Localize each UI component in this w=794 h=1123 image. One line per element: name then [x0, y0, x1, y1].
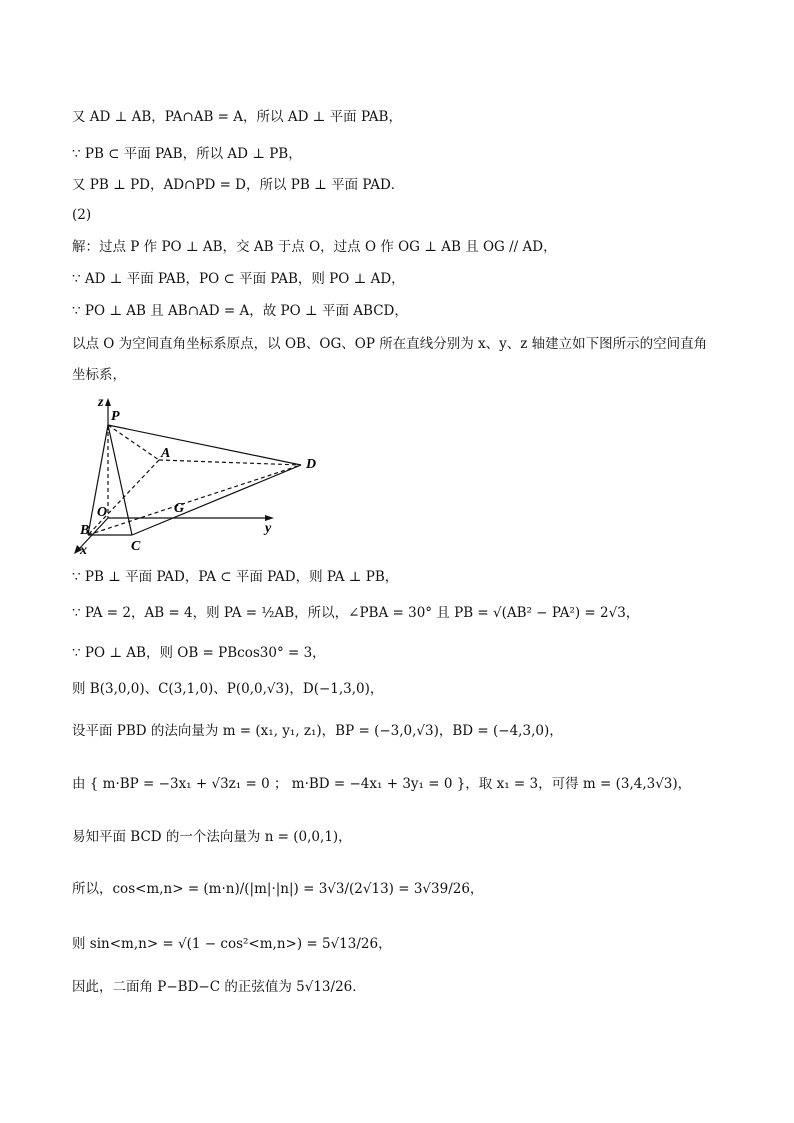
edge-CD	[132, 465, 301, 535]
label-y: y	[265, 521, 272, 536]
label-D: D	[306, 457, 317, 472]
label-O: O	[97, 505, 108, 520]
label-z: z	[98, 395, 104, 410]
label-G: G	[174, 501, 185, 516]
line-3: 又 PB ⊥ PD，AD∩PD = D，所以 PB ⊥ 平面 PAD．	[72, 177, 405, 193]
label-C: C	[131, 539, 141, 554]
line-16: 易知平面 BCD 的一个法向量为 n = (0,0,1)，	[72, 829, 352, 845]
line-8: 以点 O 为空间直角坐标系原点，以 OB、OG、OP 所在直线分别为 x、y、z 轴建立如下图所示的空间直角	[72, 336, 708, 352]
line-9: 坐标系，	[72, 367, 126, 383]
label-P: P	[111, 409, 120, 424]
line-14: 设平面 PBD 的法向量为 m = (x₁, y₁, z₁)，BP = (−3,0,√3)，BD = (−4,3,0)，	[72, 723, 563, 739]
line-11: ∵ PA = 2，AB = 4，则 PA = ½AB，所以，∠PBA = 30° 且 PB = √(AB² − PA²) = 2√3，	[72, 605, 640, 621]
line-5: 解：过点 P 作 PO ⊥ AB，交 AB 于点 O，过点 O 作 OG ⊥ AB 且 OG // AD，	[72, 239, 557, 255]
line-1: 又 AD ⊥ AB，PA∩AB = A，所以 AD ⊥ 平面 PAB，	[72, 109, 402, 125]
line-6: ∵ AD ⊥ 平面 PAB，PO ⊂ 平面 PAB，则 PO ⊥ AD，	[72, 271, 405, 287]
line-7: ∵ PO ⊥ AB 且 AB∩AD = A，故 PO ⊥ 平面 ABCD，	[72, 303, 408, 319]
line-10: ∵ PB ⊥ 平面 PAD，PA ⊂ 平面 PAD，则 PA ⊥ PB，	[72, 569, 399, 585]
line-18: 则 sin<m,n> = √(1 − cos²<m,n>) = 5√13/26，	[72, 936, 392, 952]
coordinate-figure	[66, 392, 336, 560]
line-15: 由 { m·BP = −3x₁ + √3z₁ = 0 ； m·BD = −4x₁ + 3y₁ = 0 }，取 x₁ = 3，可得 m = (3,4,3√3)，	[72, 776, 692, 792]
label-x: x	[80, 543, 87, 558]
line-13: 则 B(3,0,0)、C(3,1,0)、P(0,0,√3)，D(−1,3,0)，	[72, 681, 384, 697]
line-12: ∵ PO ⊥ AB，则 OB = PBcos30° = 3，	[72, 645, 326, 661]
line-19: 因此，二面角 P−BD−C 的正弦值为 5√13/26．	[72, 979, 366, 995]
line-17: 所以，cos<m,n> = (m·n)/(|m|·|n|) = 3√3/(2√13) = 3√39/26，	[72, 881, 484, 897]
line-2: ∵ PB ⊂ 平面 PAB，所以 AD ⊥ PB，	[72, 146, 302, 162]
label-A: A	[161, 446, 171, 461]
part-label: (2)	[72, 207, 92, 223]
z-arrow	[105, 398, 111, 406]
label-B: B	[80, 523, 90, 538]
